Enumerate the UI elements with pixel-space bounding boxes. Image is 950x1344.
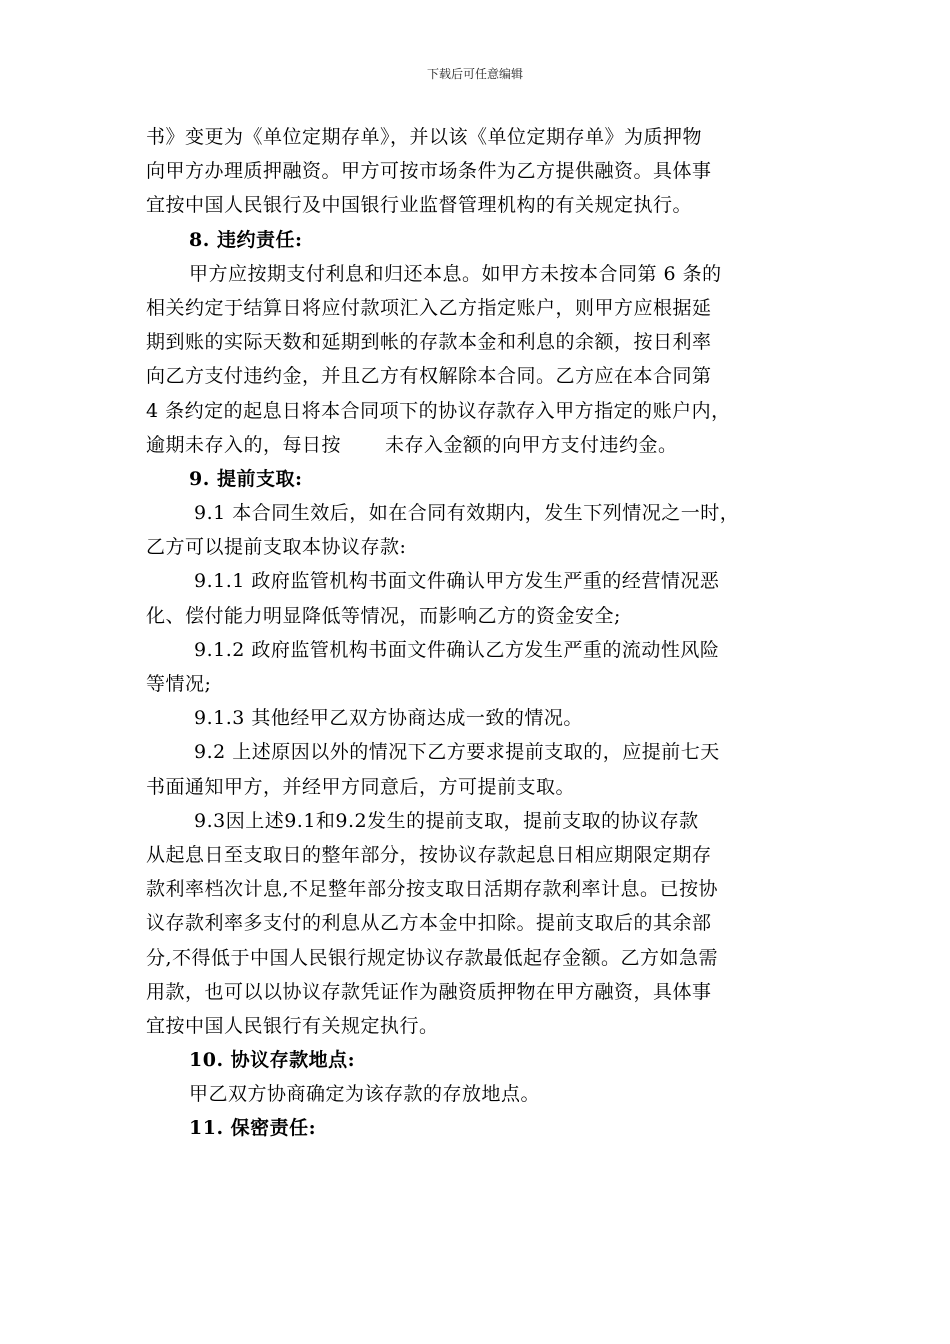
paragraph-line: 9.1 本合同生效后，如在合同有效期内，发生下列情况之一时， xyxy=(194,502,740,525)
paragraph-line: 9.3因上述9.1和9.2发生的提前支取，提前支取的协议存款 xyxy=(194,809,699,832)
paragraph-line: 向甲方办理质押融资。甲方可按市场条件为乙方提供融资。具体事 xyxy=(146,160,712,183)
paragraph-line: 4 条约定的起息日将本合同项下的协议存款存入甲方指定的账户内， xyxy=(146,399,731,422)
paragraph-line: 议存款利率多支付的利息从乙方本金中扣除。提前支取后的其余部 xyxy=(146,912,712,935)
paragraph-line xyxy=(146,428,806,462)
paragraph-line: 款利率档次计息,不足整年部分按支取日活期存款利率计息。已按协 xyxy=(146,878,719,901)
paragraph-line: 向乙方支付违约金，并且乙方有权解除本合同。乙方应在本合同第 xyxy=(146,365,712,388)
paragraph-line: 等情况; xyxy=(146,673,212,695)
section-heading-early-withdrawal: 9. 提前支取: xyxy=(189,467,303,490)
paragraph-line: 用款，也可以以协议存款凭证作为融资质押物在甲方融资，具体事 xyxy=(146,980,712,1003)
section-heading-deposit-location: 10. 协议存款地点: xyxy=(189,1049,356,1072)
paragraph-line: 甲乙双方协商确定为该存款的存放地点。 xyxy=(189,1083,541,1106)
paragraph-line: 期到账的实际天数和延期到帐的存款本金和利息的余额，按日利率 xyxy=(146,331,712,354)
paragraph-line: 从起息日至支取日的整年部分，按协议存款起息日相应期限定期存 xyxy=(146,843,712,866)
section-heading-breach: 8. 违约责任: xyxy=(189,228,303,251)
paragraph-text: 未存入金额的向甲方支付违约金。 xyxy=(385,433,678,456)
page-header: 下载后可任意编辑 xyxy=(426,67,523,81)
paragraph-line: 书》变更为《单位定期存单》，并以该《单位定期存单》为质押物 xyxy=(146,126,703,148)
paragraph-line: 9.1.3 其他经甲乙双方协商达成一致的情况。 xyxy=(194,707,583,730)
paragraph-line: 宜按中国人民银行及中国银行业监督管理机构的有关规定执行。 xyxy=(146,194,693,217)
paragraph-line: 宜按中国人民银行有关规定执行。 xyxy=(146,1014,439,1037)
document-body xyxy=(146,120,806,1146)
paragraph-text: 逾期未存入的，每日按 xyxy=(146,433,342,456)
paragraph-line: 乙方可以提前支取本协议存款: xyxy=(146,536,407,559)
paragraph-line: 分,不得低于中国人民银行规定协议存款最低起存金额。乙方如急需 xyxy=(146,946,719,969)
paragraph-line: 相关约定于结算日将应付款项汇入乙方指定账户，则甲方应根据延 xyxy=(146,296,712,319)
paragraph-line: 9.2 上述原因以外的情况下乙方要求提前支取的，应提前七天 xyxy=(194,741,720,764)
paragraph-line: 9.1.1 政府监管机构书面文件确认甲方发生严重的经营情况恶 xyxy=(194,570,720,593)
paragraph-line: 9.1.2 政府监管机构书面文件确认乙方发生严重的流动性风险 xyxy=(194,638,720,661)
paragraph-line: 书面通知甲方，并经甲方同意后，方可提前支取。 xyxy=(146,775,576,798)
paragraph-line: 甲方应按期支付利息和归还本息。如甲方未按本合同第 6 条的 xyxy=(189,262,722,285)
section-heading-confidentiality: 11. 保密责任: xyxy=(189,1117,317,1140)
paragraph-line: 化、偿付能力明显降低等情况，而影响乙方的资金安全; xyxy=(146,604,621,627)
